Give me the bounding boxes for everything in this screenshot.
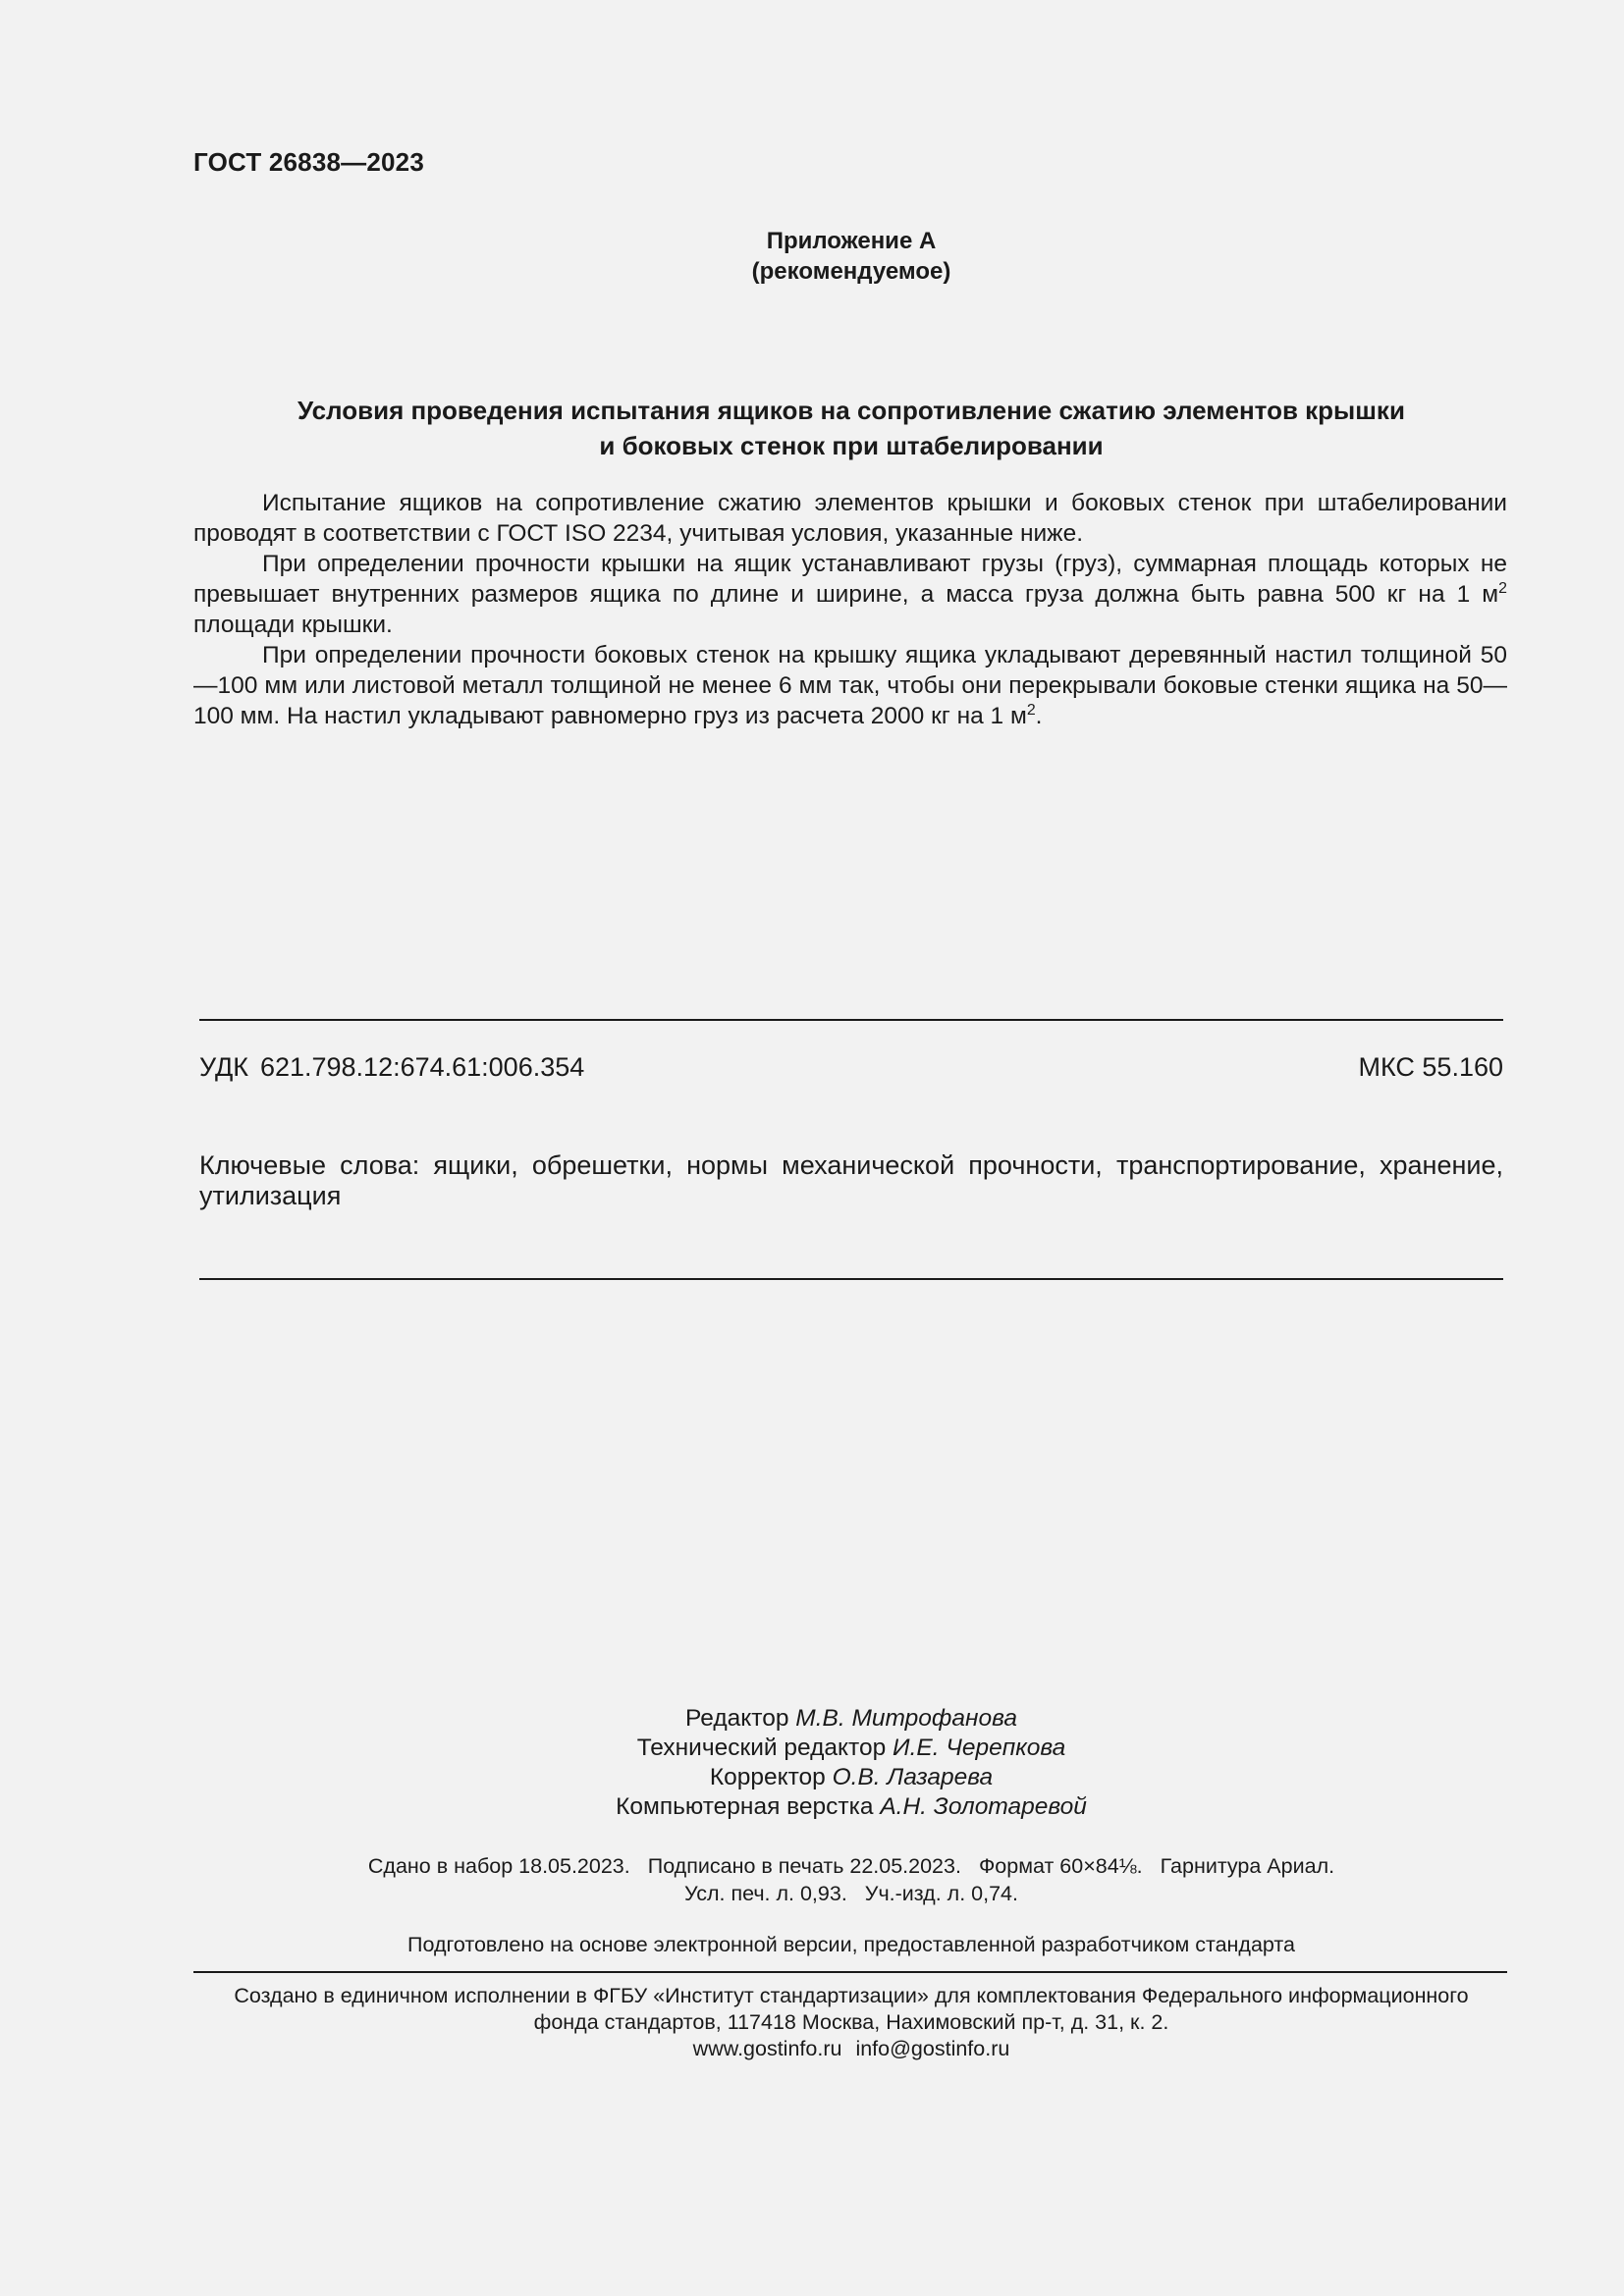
typeset-date: Сдано в набор 18.05.2023.: [367, 1854, 630, 1878]
appendix-title: Приложение А: [766, 228, 937, 254]
appendix-heading: [0, 226, 1624, 287]
paragraph-3-text: При определении прочности боковых стенок на крышку ящика укладывают деревянный настил толщиной 50—100 мм или листовой металл толщиной не менее 6 мм так, чтобы они перекрывали боковые стенки ящика на 50—100 мм. На настил укладывают равномерно груз из расчета 2000 кг на 1 м: [193, 642, 1507, 729]
paragraph-3-tail: .: [1035, 703, 1043, 729]
footer-line-1: Создано в единичном исполнении в ФГБУ «Институт стандартизации» для комплектования Федерального информационного: [234, 1984, 1469, 2007]
credits: [0, 1704, 1624, 1822]
website-link[interactable]: www.gostinfo.ru: [692, 2037, 842, 2060]
keywords: Ключевые слова: ящики, обрешетки, нормы механической прочности, транспортирование, хранение, утилизация: [199, 1150, 1503, 1210]
paragraph-1: Испытание ящиков на сопротивление сжатию элементов крышки и боковых стенок при штабелировании проводят в соответствии с ГОСТ ISO 2234, учитывая условия, указанные ниже.: [193, 490, 1507, 547]
credit-layout: [0, 1792, 1624, 1822]
section-title-line-2: и боковых стенок при штабелировании: [599, 431, 1104, 460]
credit-editor: [0, 1704, 1624, 1734]
credit-person: О.В. Лазарева: [832, 1764, 994, 1790]
footer: [0, 1983, 1624, 2062]
udc-value: 621.798.12:674.61:006.354: [259, 1052, 585, 1082]
typeface: Гарнитура Ариал.: [1160, 1854, 1335, 1878]
signed-date: Подписано в печать 22.05.2023.: [647, 1854, 961, 1878]
appendix-status: (рекомендуемое): [751, 258, 951, 285]
superscript: 2: [1026, 701, 1036, 719]
mks-code: МКС 55.160: [1358, 1052, 1503, 1082]
body-text: [193, 488, 1507, 731]
publication-line-2: [0, 1880, 1624, 1907]
section-title-line-1: Условия проведения испытания ящиков на сопротивление сжатию элементов крышки: [298, 396, 1405, 425]
document-code: ГОСТ 26838—2023: [193, 147, 424, 177]
edit-sheets: Уч.-изд. л. 0,74.: [864, 1882, 1018, 1905]
paragraph-2-text: При определении прочности крышки на ящик устанавливают грузы (груз), суммарная площадь которых не превышает внутренних размеров ящика по длине и ширине, а масса груза должна быть равна 500 кг на 1 м: [193, 551, 1507, 608]
footer-contacts: [0, 2036, 1624, 2062]
credit-role: Компьютерная верстка: [616, 1793, 874, 1820]
udc-code: [199, 1052, 584, 1083]
credit-person: М.В. Митрофанова: [795, 1705, 1017, 1732]
credit-person: И.Е. Черепкова: [893, 1735, 1066, 1761]
prepared-note: Подготовлено на основе электронной версии, предоставленной разработчиком стандарта: [407, 1933, 1295, 1956]
classification-row: [199, 1052, 1503, 1083]
print-sheets: Усл. печ. л. 0,93.: [683, 1882, 847, 1905]
footer-line-2: фонда стандартов, 117418 Москва, Нахимовский пр-т, д. 31, к. 2.: [533, 2010, 1169, 2034]
divider-bottom: [199, 1278, 1503, 1280]
paragraph-3: [193, 640, 1507, 731]
email-link[interactable]: info@gostinfo.ru: [855, 2037, 1010, 2060]
footer-divider: [193, 1971, 1507, 1973]
credit-role: Технический редактор: [636, 1735, 887, 1761]
udc-label: УДК: [199, 1052, 248, 1082]
credit-person: А.Н. Золотаревой: [880, 1793, 1087, 1820]
superscript: 2: [1498, 579, 1507, 597]
divider-top: [199, 1019, 1503, 1021]
credit-technical-editor: [0, 1734, 1624, 1763]
credit-role: Редактор: [685, 1705, 789, 1732]
paper-format: Формат 60×84⅛.: [978, 1854, 1143, 1878]
paragraph-2: [193, 549, 1507, 640]
section-title: [193, 393, 1509, 463]
paragraph-2-tail: площади крышки.: [193, 612, 393, 638]
publication-info: [0, 1852, 1624, 1907]
credit-proofreader: [0, 1763, 1624, 1792]
publication-line-1: [0, 1852, 1624, 1880]
credit-role: Корректор: [709, 1764, 826, 1790]
